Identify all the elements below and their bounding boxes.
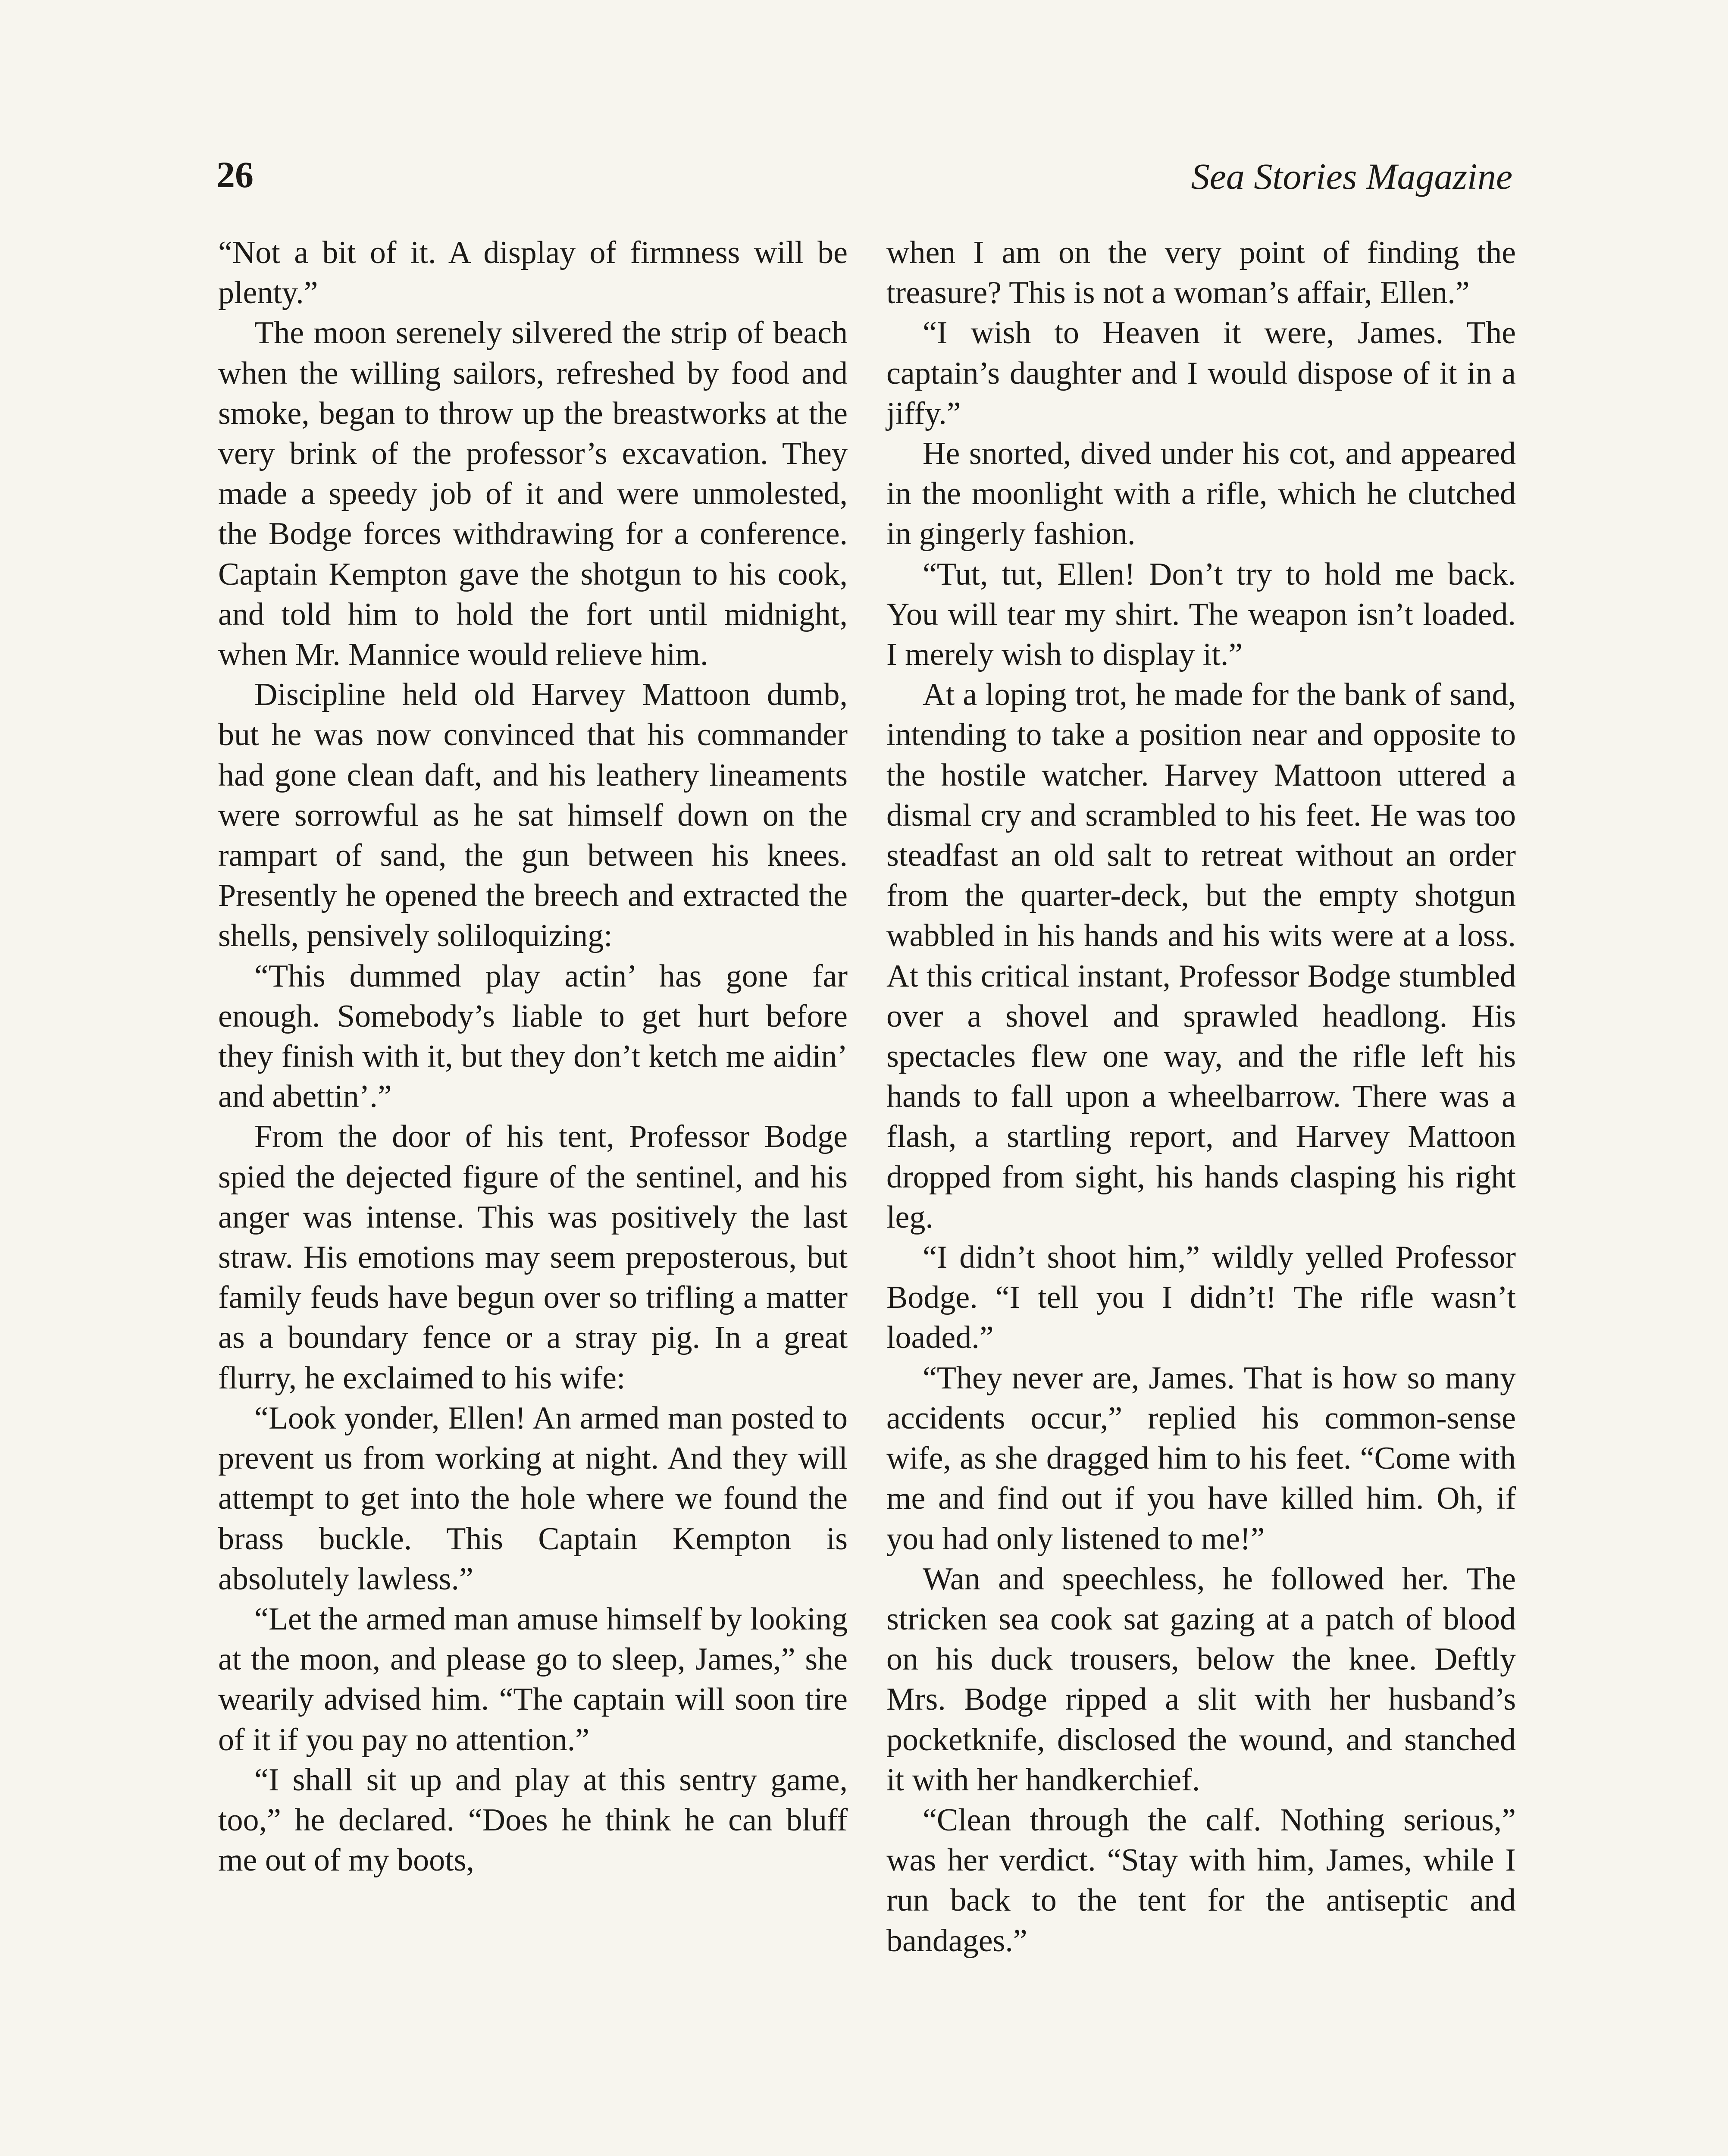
paragraph: The moon serenely silvered the strip of beach when the willing sailors, refreshed by food and smoke, began to throw up the breastworks at the very brink of the professor’s excavation. They made a speedy job of it and were unmolested, the Bodge forces withdrawing for a conference. Captain Kempton gave the shotgun to his cook, and told him to hold the fort until midnight, when Mr. Mannice would relieve him. [218,315,848,673]
paragraph: “Look yonder, Ellen! An armed man posted to prevent us from working at night. And they will attempt to get into the hole where we found the brass buckle. This Captain Kempton is absolutely lawless.” [218,1400,848,1597]
paragraph: “This dummed play actin’ has gone far enough. Somebody’s liable to get hurt before they finish with it, but they don’t ketch me aidin’ and abettin’.” [218,958,848,1115]
paragraph: Discipline held old Harvey Mattoon dumb, but he was now convinced that his commander had gone clean daft, and his leathery lineaments were sorrowful as he sat himself down on the rampart of sand, the gun between his knees. Presently he opened the breech and extracted the shells, pensively soliloquizing: [218,677,848,954]
paragraph: “Not a bit of it. A display of firmness will be plenty.” [218,235,848,311]
paragraph: Wan and speechless, he followed her. The stricken sea cook sat gazing at a patch of blood on his duck trousers, below the knee. Deftly Mrs. Bodge ripped a slit with her husband’s pocketknife, disclosed the wound, and stanched it with her handkerchief. [886,1561,1516,1798]
paragraph: At a loping trot, he made for the bank of sand, intending to take a position near and opposite to the hostile watcher. Harvey Mattoon uttered a dismal cry and scrambled to his feet. He was too steadfast an old salt to retreat without an order from the quarter-deck, but the empty shotgun wabbled in his hands and his wits were at a loss. At this critical instant, Professor Bodge stumbled over a shovel and sprawled headlong. His spectacles flew one way, and the rifle left his hands to fall upon a wheelbarrow. There was a flash, a startling report, and Harvey Mattoon dropped from sight, his hands clasping his right leg. [886,677,1516,1235]
paragraph: “I shall sit up and play at this sentry game, too,” he declared. “Does he think he can bluff me out of my boots, [218,1762,848,1878]
running-title: Sea Stories Magazine [1191,156,1512,197]
left-column [218,233,848,1880]
paragraph: when I am on the very point of finding the treasure? This is not a woman’s affair, Ellen.” [886,235,1516,311]
right-column [886,233,1516,1961]
page-number: 26 [216,154,254,195]
paragraph: “They never are, James. That is how so many accidents occur,” replied his common-sense wife, as she dragged him to his feet. “Come with me and find out if you have killed him. Oh, if you had only listened to me!” [886,1360,1516,1557]
paragraph: “I wish to Heaven it were, James. The captain’s daughter and I would dispose of it in a jiffy.” [886,315,1516,431]
paragraph: From the door of his tent, Professor Bodge spied the dejected figure of the sentinel, and his anger was intense. This was positively the last straw. His emotions may seem preposterous, but family feuds have begun over so trifling a matter as a boundary fence or a stray pig. In a great flurry, he exclaimed to his wife: [218,1119,848,1396]
paragraph: “Let the armed man amuse himself by looking at the moon, and please go to sleep, James,” she wearily advised him. “The captain will soon tire of it if you pay no attention.” [218,1601,848,1758]
paragraph: “Clean through the calf. Nothing serious,” was her verdict. “Stay with him, James, while I run back to the tent for the antiseptic and bandages.” [886,1802,1516,1959]
paragraph: “I didn’t shoot him,” wildly yelled Professor Bodge. “I tell you I didn’t! The rifle wasn’t loaded.” [886,1240,1516,1356]
paragraph: “Tut, tut, Ellen! Don’t try to hold me back. You will tear my shirt. The weapon isn’t loaded. I merely wish to display it.” [886,556,1516,673]
paragraph: He snorted, dived under his cot, and appeared in the moonlight with a rifle, which he clutched in gingerly fashion. [886,436,1516,552]
